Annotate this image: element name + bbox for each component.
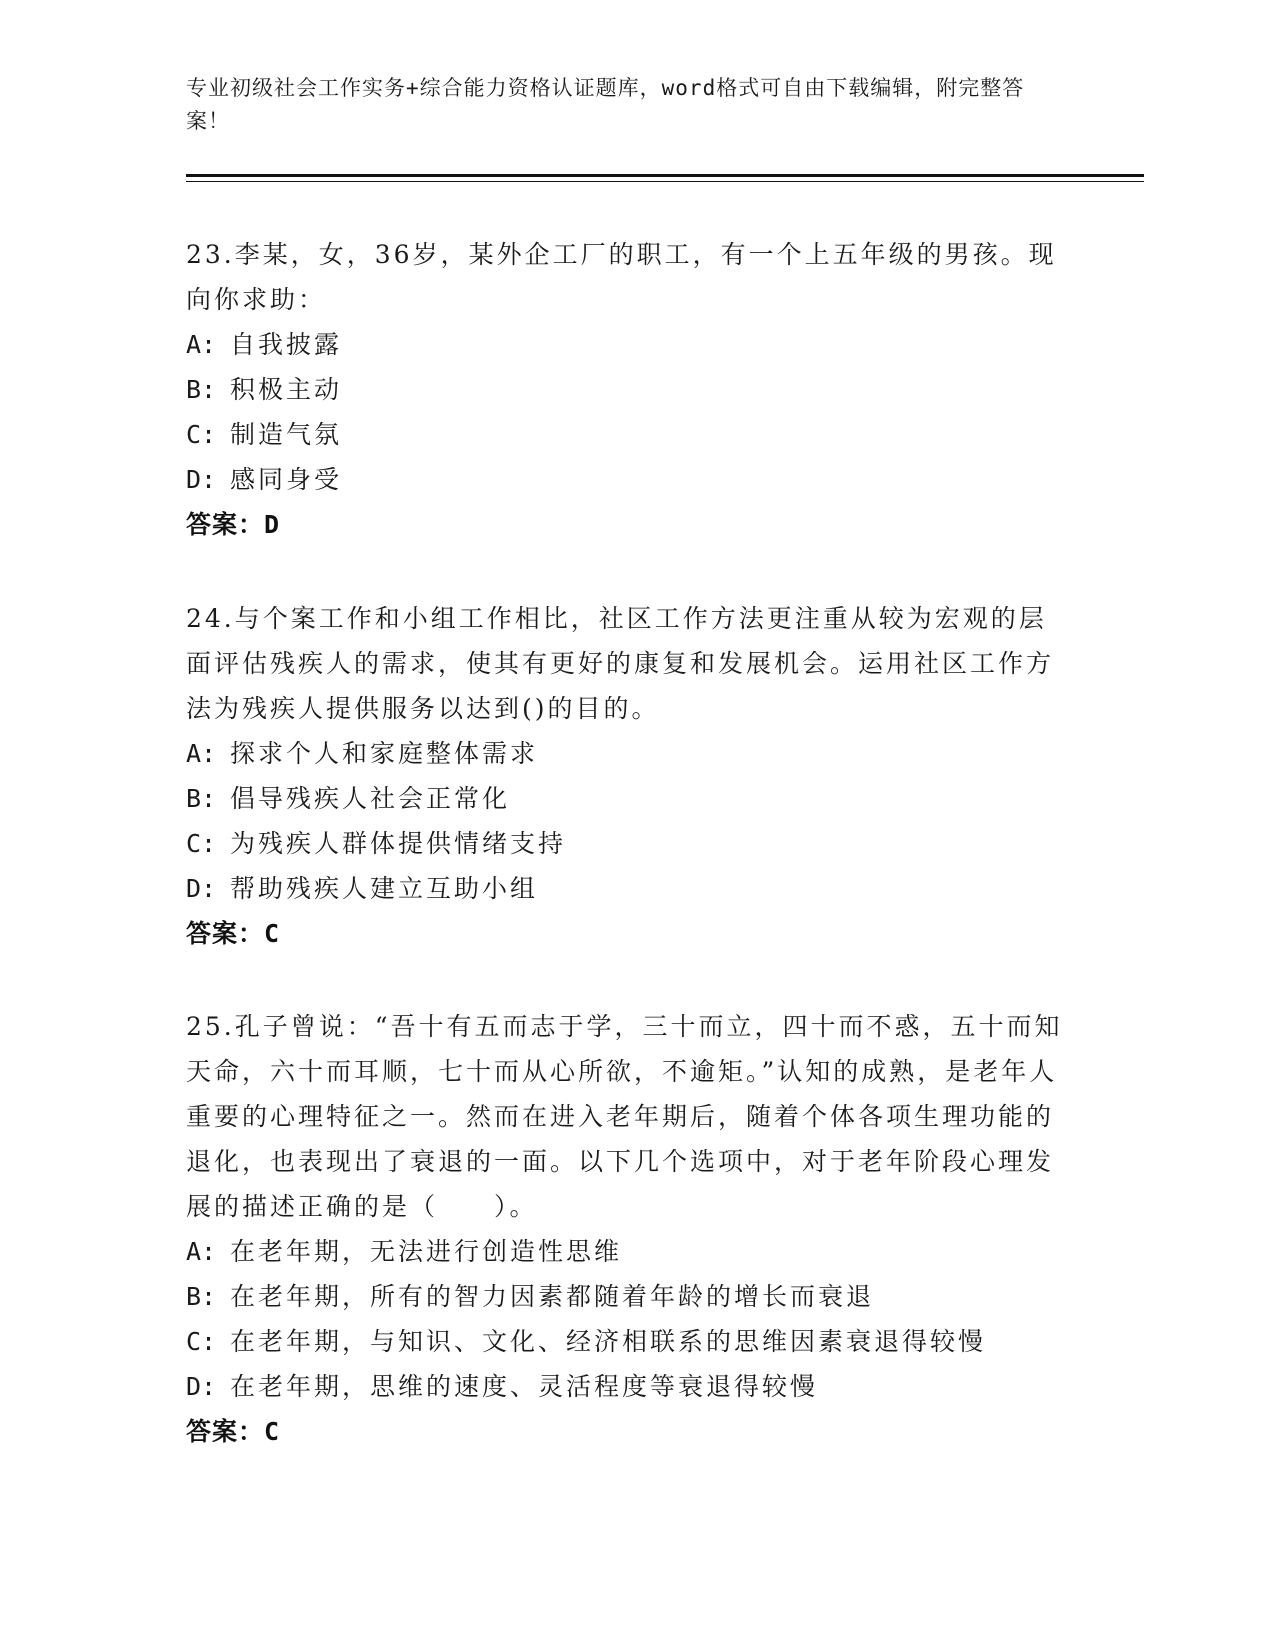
- answer: 答案：C: [186, 919, 281, 948]
- option-text: 探求个人和家庭整体需求: [230, 739, 539, 768]
- document-header: 专业初级社会工作实务+综合能力资格认证题库，word格式可自由下载编辑，附完整答案！: [186, 76, 1025, 133]
- option-letter: A:: [186, 1237, 217, 1266]
- option-letter: B:: [186, 375, 217, 404]
- option-letter: B:: [186, 784, 217, 813]
- answer: 答案：D: [186, 510, 281, 539]
- option-a: [186, 1229, 1066, 1274]
- option-b: [186, 1274, 1066, 1319]
- option-letter: D:: [186, 874, 217, 903]
- option-a: [186, 322, 1066, 367]
- option-letter: C:: [186, 420, 217, 449]
- header-divider-thick: [186, 174, 1144, 177]
- option-b: [186, 776, 1066, 821]
- option-c: [186, 1319, 1066, 1364]
- option-text: 在老年期，无法进行创造性思维: [230, 1237, 623, 1266]
- option-text: 倡导残疾人社会正常化: [230, 784, 511, 813]
- option-text: 为残疾人群体提供情绪支持: [230, 829, 567, 858]
- option-d: [186, 1364, 1066, 1409]
- option-d: [186, 866, 1066, 911]
- header-divider-thin: [186, 181, 1144, 182]
- option-text: 感同身受: [230, 465, 343, 494]
- option-d: [186, 457, 1066, 502]
- option-b: [186, 367, 1066, 412]
- option-text: 在老年期，所有的智力因素都随着年龄的增长而衰退: [230, 1282, 875, 1311]
- question-25: [186, 1004, 1066, 1454]
- question-23: [186, 232, 1066, 547]
- option-text: 制造气氛: [230, 420, 343, 449]
- option-letter: C:: [186, 1327, 217, 1356]
- question-text: 24.与个案工作和小组工作相比，社区工作方法更注重从较为宏观的层面评估残疾人的需求，使其有更好的康复和发展机会。运用社区工作方法为残疾人提供服务以达到()的目的。: [186, 604, 1055, 723]
- option-c: [186, 412, 1066, 457]
- option-letter: C:: [186, 829, 217, 858]
- question-text: 23.李某，女，36岁，某外企工厂的职工，有一个上五年级的男孩。现向你求助：: [186, 240, 1057, 314]
- option-letter: A:: [186, 330, 217, 359]
- option-a: [186, 731, 1066, 776]
- option-text: 帮助残疾人建立互助小组: [230, 874, 539, 903]
- option-letter: A:: [186, 739, 217, 768]
- option-letter: D:: [186, 1372, 217, 1401]
- answer: 答案：C: [186, 1417, 281, 1446]
- option-c: [186, 821, 1066, 866]
- question-text: 25.孔子曾说：“吾十有五而志于学，三十而立，四十而不惑，五十而知天命，六十而耳顺，七十而从心所欲，不逾矩。”认知的成熟，是老年人重要的心理特征之一。然而在进入老年期后，随着个体各项生理功能的退化，也表现出了衰退的一面。以下几个选项中，对于老年阶段心理发展的描述正确的是（ ）。: [186, 1012, 1063, 1221]
- question-24: [186, 596, 1066, 956]
- option-text: 在老年期，思维的速度、灵活程度等衰退得较慢: [230, 1372, 819, 1401]
- option-letter: B:: [186, 1282, 217, 1311]
- option-text: 积极主动: [230, 375, 343, 404]
- option-text: 自我披露: [230, 330, 343, 359]
- option-text: 在老年期，与知识、文化、经济相联系的思维因素衰退得较慢: [230, 1327, 987, 1356]
- option-letter: D:: [186, 465, 217, 494]
